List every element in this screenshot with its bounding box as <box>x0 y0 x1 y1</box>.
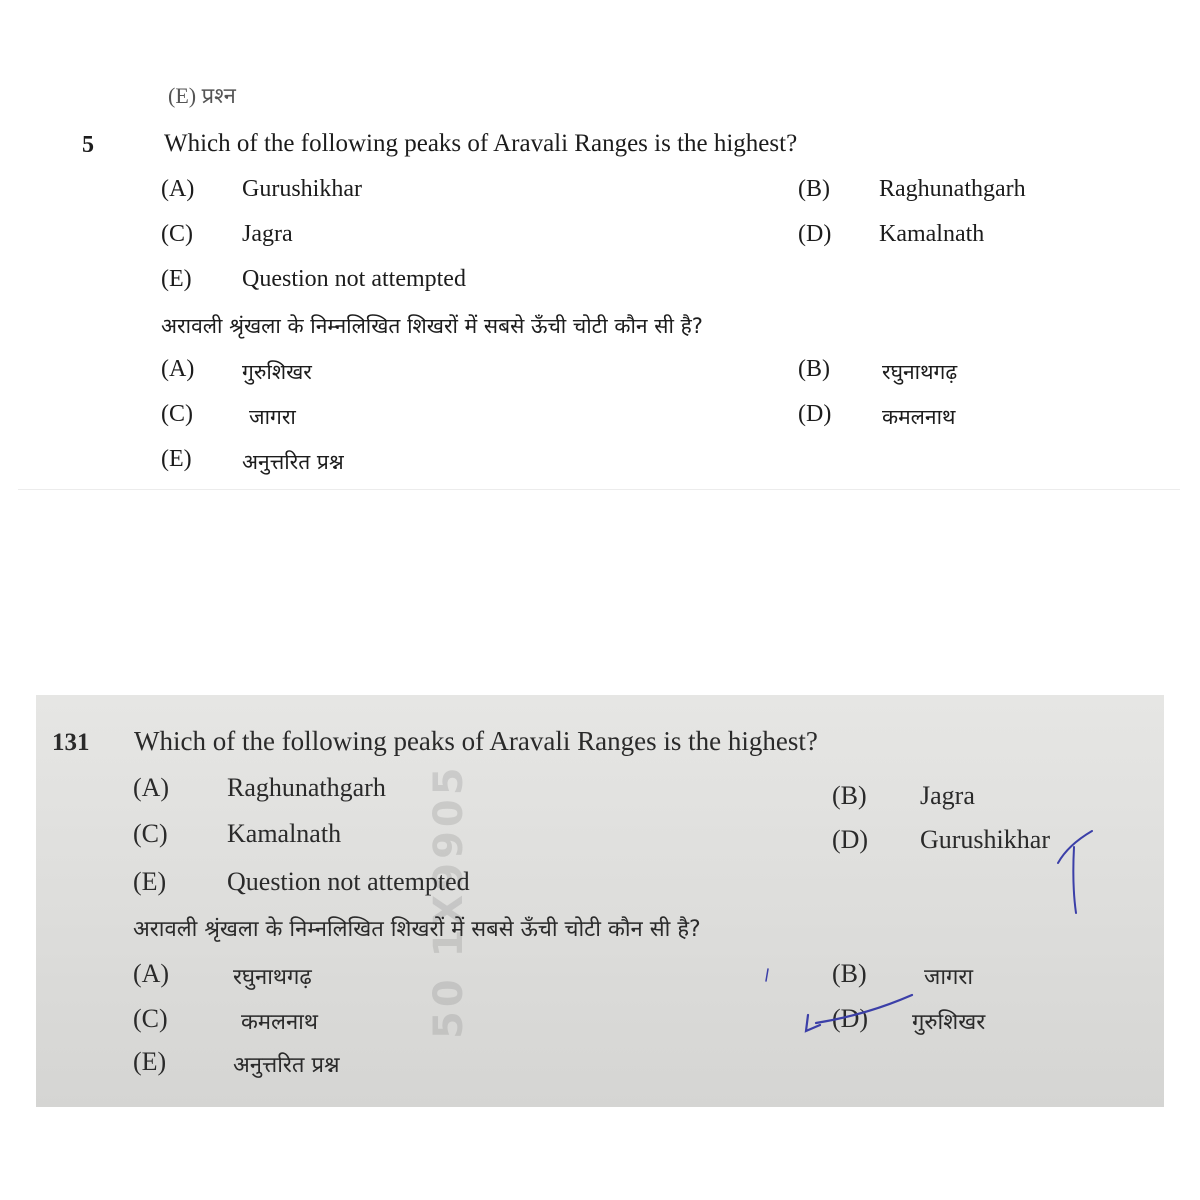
option-text: Question not attempted <box>242 266 466 292</box>
option-text: Raghunathgarh <box>227 773 386 802</box>
option-text: रघुनाथगढ़ <box>233 965 312 990</box>
option-text: Raghunathgarh <box>879 176 1026 202</box>
option-c-hi <box>161 401 561 431</box>
option-text: गुरुशिखर <box>912 1010 986 1035</box>
question-card-bottom <box>36 695 1164 1107</box>
option-letter: (E) <box>133 867 167 896</box>
option-text: जागरा <box>249 405 296 429</box>
option-letter: (E) <box>133 1047 167 1076</box>
option-letter: (C) <box>161 401 193 427</box>
option-text: Gurushikhar <box>242 176 362 202</box>
option-letter: (B) <box>798 356 830 382</box>
option-letter: (A) <box>133 773 170 802</box>
option-text: गुरुशिखर <box>242 360 312 384</box>
serial-stamp-watermark: 50 1X9905 <box>426 763 472 1039</box>
question-number: 131 <box>52 729 90 756</box>
option-text: Question not attempted <box>227 867 470 896</box>
option-letter: (D) <box>798 401 832 427</box>
option-letter: (B) <box>798 176 830 202</box>
question-card-top <box>18 83 1180 490</box>
option-letter: (D) <box>798 221 832 247</box>
option-e-hi <box>161 446 561 476</box>
pen-tick-mark-en <box>1058 831 1092 913</box>
question-text-en: Which of the following peaks of Aravali Ranges is the highest? <box>164 130 798 157</box>
option-letter: (C) <box>161 221 193 247</box>
option-text: अनुत्तरित प्रश्न <box>233 1053 340 1078</box>
option-letter: (A) <box>161 176 195 202</box>
cutoff-previous-line: (E) प्रश्‍न <box>168 83 236 108</box>
question-text-hi: अरावली श्रृंखला के निम्नलिखित शिखरों में सबसे ऊँची चोटी कौन सी है? <box>161 314 703 338</box>
option-letter: (A) <box>161 356 195 382</box>
pen-small-mark <box>766 969 768 981</box>
option-letter: (E) <box>161 446 192 472</box>
option-letter: (B) <box>832 959 867 988</box>
question-number: 5 <box>82 132 94 158</box>
option-letter: (D) <box>832 1004 869 1033</box>
option-text: Kamalnath <box>879 221 985 247</box>
option-b-en <box>798 176 1178 206</box>
option-text: Jagra <box>242 221 293 247</box>
option-a-en <box>161 176 561 206</box>
option-letter: (A) <box>133 959 170 988</box>
option-text: रघुनाथगढ़ <box>882 360 958 384</box>
option-letter: (C) <box>133 1004 168 1033</box>
option-text: Kamalnath <box>227 819 342 848</box>
option-a-hi <box>161 356 561 386</box>
option-d-hi <box>798 401 1178 431</box>
option-letter: (D) <box>832 825 869 854</box>
option-text: अनुत्तरित प्रश्न <box>242 450 344 474</box>
option-letter: (E) <box>161 266 192 292</box>
option-c-en <box>161 221 561 251</box>
option-text: कमलनाथ <box>882 405 956 429</box>
option-letter: (C) <box>133 819 168 848</box>
option-e-en <box>161 266 661 296</box>
pen-strike-mark-hi <box>806 995 912 1031</box>
option-text: Gurushikhar <box>920 825 1050 854</box>
option-letter: (B) <box>832 781 867 810</box>
option-text: Jagra <box>920 781 975 810</box>
option-d-en <box>798 221 1178 251</box>
question-text-en: Which of the following peaks of Aravali Ranges is the highest? <box>134 726 818 756</box>
option-text: जागरा <box>924 965 974 990</box>
option-b-hi <box>798 356 1178 386</box>
pen-marks <box>36 695 1164 1107</box>
option-text: कमलनाथ <box>241 1010 318 1035</box>
question-text-hi: अरावली श्रृंखला के निम्नलिखित शिखरों में सबसे ऊँची चोटी कौन सी है? <box>133 917 701 942</box>
